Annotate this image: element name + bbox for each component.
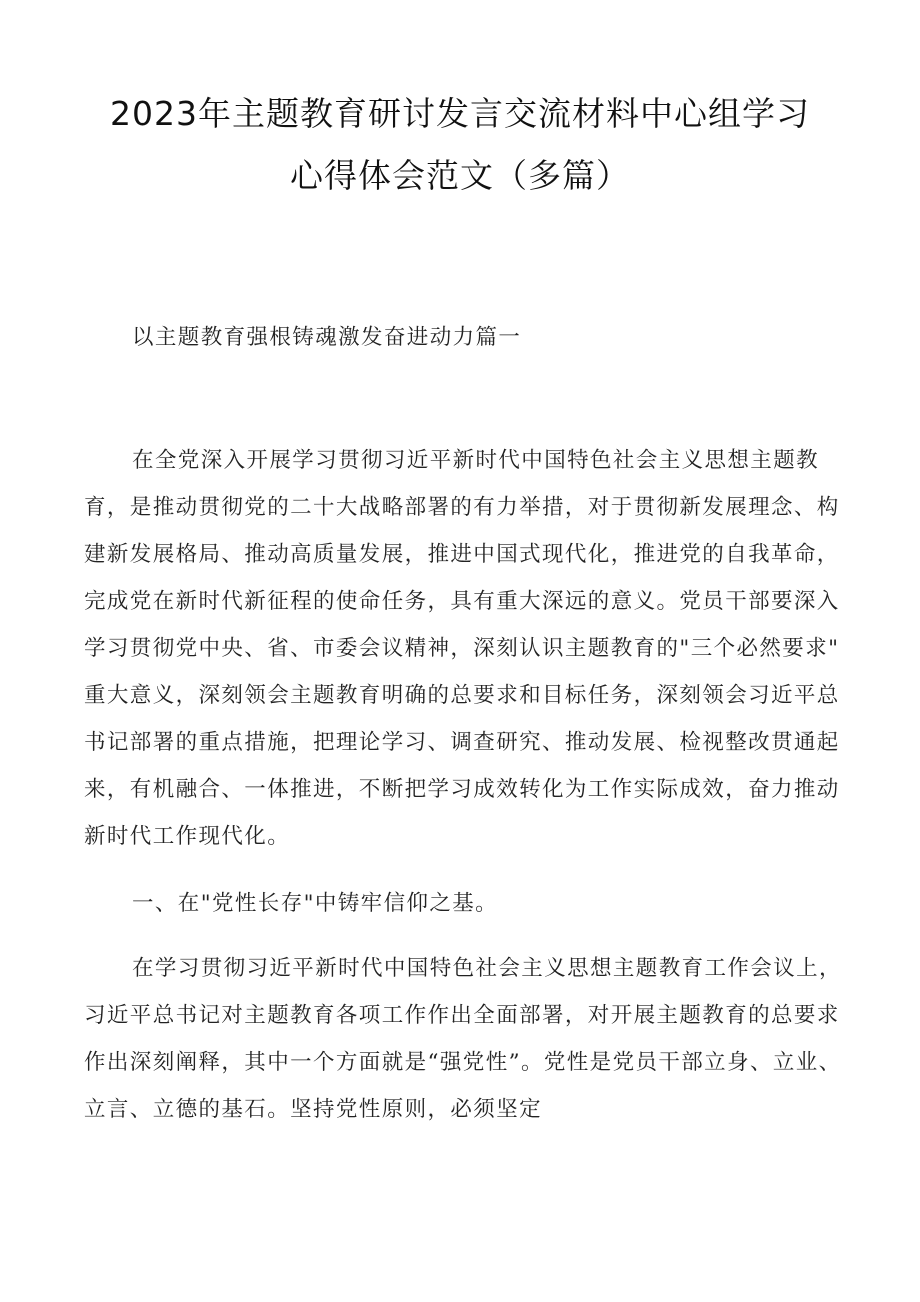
paragraph-line: 立言、立德的基石。坚持党性原则，必须坚定 (84, 1097, 543, 1122)
paragraph-line: 建新发展格局、推动高质量发展，推进中国式现代化，推进党的自我革命， (84, 542, 840, 567)
paragraph-line: 重大意义，深刻领会主题教育明确的总要求和目标任务，深刻领会习近平总 (84, 683, 840, 708)
paragraph-line: 育，是推动贯彻党的二十大战略部署的有力举措，对于贯彻新发展理念、构 (84, 495, 840, 520)
paragraph-1 (84, 437, 854, 860)
section-subtitle: 以主题教育强根铸魂激发奋进动力篇一 (132, 325, 522, 350)
paragraph-line: 作出深刻阐释，其中一个方面就是“强党性”。党性是党员干部立身、立业、 (84, 1050, 842, 1075)
paragraph-line: 完成党在新时代新征程的使命任务，具有重大深远的意义。党员干部要深入 (84, 589, 840, 614)
paragraph-line: 新时代工作现代化。 (84, 824, 291, 849)
paragraph-line: 在全党深入开展学习贯彻习近平新时代中国特色社会主义思想主题教 (132, 448, 820, 473)
paragraph-line: 学习贯彻党中央、省、市委会议精神，深刻认识主题教育的"三个必然要求" (84, 636, 840, 661)
paragraph-line: 来，有机融合、一体推进，不断把学习成效转化为工作实际成效，奋力推动 (84, 777, 840, 802)
paragraph-line: 在学习贯彻习近平新时代中国特色社会主义思想主题教育工作会议上， (132, 956, 842, 981)
paragraph-2 (84, 945, 854, 1133)
document-title-line-1: 2023年主题教育研讨发言交流材料中心组学习 (110, 94, 810, 133)
document-title-line-2: 心得体会范文（多篇） (290, 156, 630, 195)
section-heading-1: 一、在"党性长存"中铸牢信仰之基。 (132, 891, 499, 916)
paragraph-line: 习近平总书记对主题教育各项工作作出全面部署，对开展主题教育的总要求 (84, 1003, 840, 1028)
paragraph-line: 书记部署的重点措施，把理论学习、调查研究、推动发展、检视整改贯通起 (84, 730, 840, 755)
